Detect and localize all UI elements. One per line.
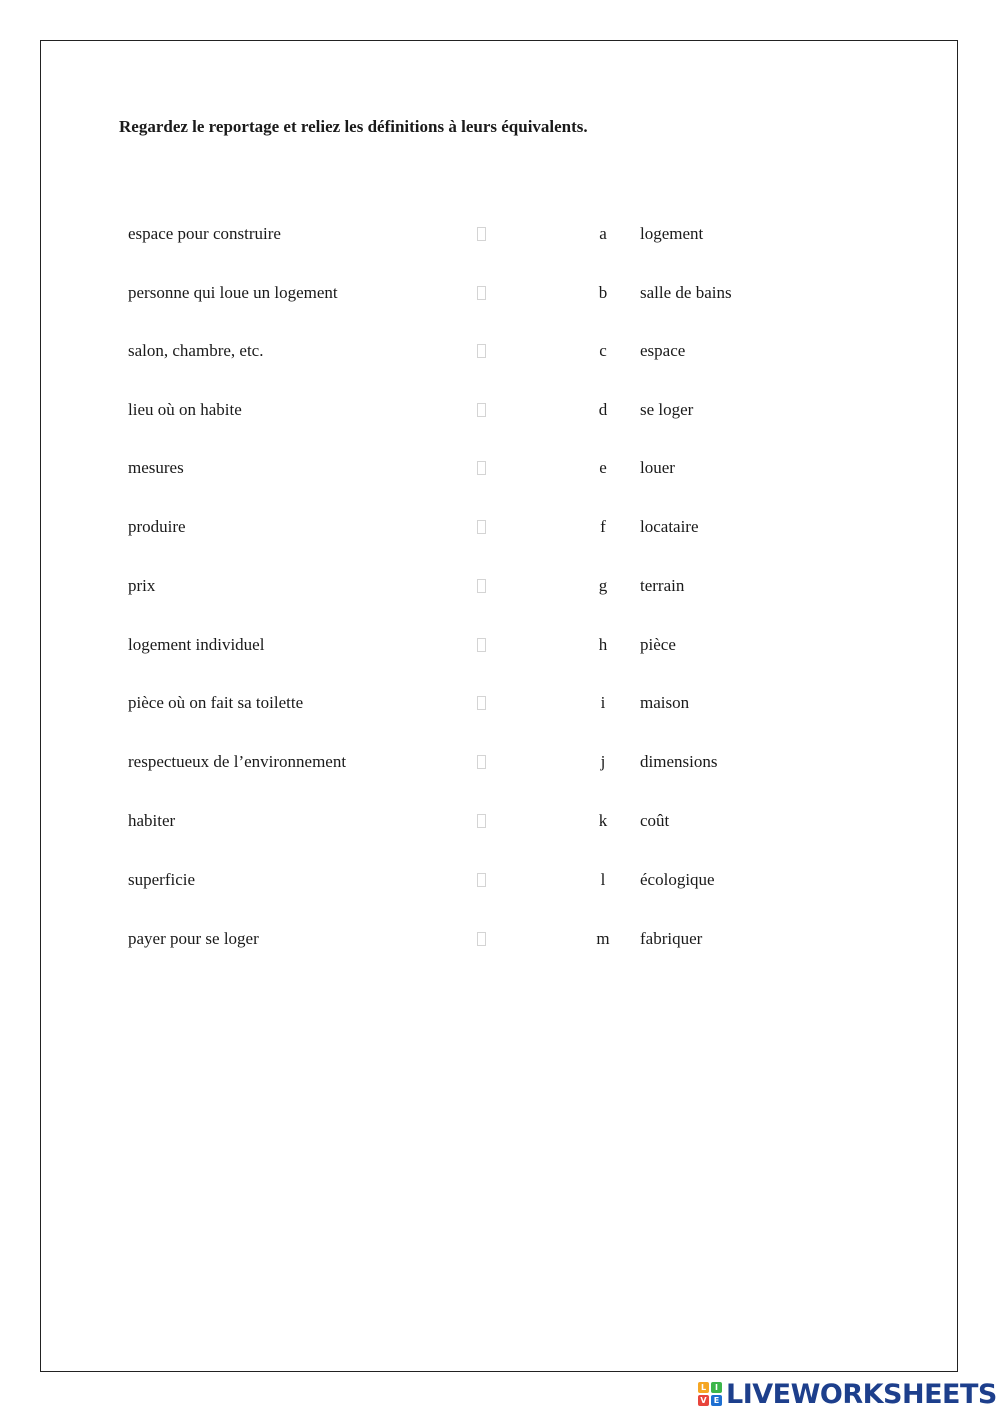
definition-text: prix [128, 576, 156, 595]
logo-letter: L [698, 1382, 709, 1393]
equivalent-text: louer [640, 458, 675, 477]
answer-box[interactable] [477, 227, 486, 241]
matching-row [0, 865, 1000, 895]
answer-box[interactable] [477, 403, 486, 417]
matching-row [0, 688, 1000, 718]
option-letter: m [596, 929, 610, 948]
option-letter: e [599, 458, 607, 477]
equivalent-text: coût [640, 811, 670, 830]
definition-text: pièce où on fait sa toilette [128, 693, 304, 712]
logo-letter: E [711, 1395, 722, 1406]
equivalent-text: pièce [640, 635, 676, 654]
logo-icon [698, 1382, 722, 1406]
matching-row [0, 278, 1000, 308]
definition-text: lieu où on habite [128, 400, 242, 419]
definition-text: superficie [128, 870, 196, 889]
option-letter: l [600, 870, 606, 889]
matching-row [0, 512, 1000, 542]
equivalent-text: fabriquer [640, 929, 703, 948]
matching-row [0, 571, 1000, 601]
definition-text: habiter [128, 811, 176, 830]
instruction-heading: Regardez le reportage et reliez les définitions à leurs équivalents. [119, 117, 588, 136]
answer-box[interactable] [477, 286, 486, 300]
definition-text: mesures [128, 458, 184, 477]
option-letter: a [599, 224, 607, 243]
option-letter: c [599, 341, 607, 360]
answer-box[interactable] [477, 461, 486, 475]
option-letter: i [600, 693, 606, 712]
definition-text: personne qui loue un logement [128, 283, 338, 302]
definition-text: logement individuel [128, 635, 265, 654]
logo-letter: V [698, 1395, 709, 1406]
answer-box[interactable] [477, 932, 486, 946]
equivalent-text: maison [640, 693, 690, 712]
definition-text: payer pour se loger [128, 929, 259, 948]
option-letter: d [598, 400, 608, 419]
matching-row [0, 336, 1000, 366]
answer-box[interactable] [477, 814, 486, 828]
answer-box[interactable] [477, 579, 486, 593]
option-letter: b [598, 283, 608, 302]
equivalent-text: se loger [640, 400, 694, 419]
definition-text: respectueux de l’environnement [128, 752, 347, 771]
logo-letter: I [711, 1382, 722, 1393]
definition-text: espace pour construire [128, 224, 281, 243]
equivalent-text: logement [640, 224, 704, 243]
definition-text: salon, chambre, etc. [128, 341, 264, 360]
logo-text: LIVEWORKSHEETS [726, 1378, 997, 1410]
equivalent-text: terrain [640, 576, 685, 595]
matching-row [0, 806, 1000, 836]
answer-box[interactable] [477, 344, 486, 358]
matching-row [0, 219, 1000, 249]
equivalent-text: écologique [640, 870, 715, 889]
option-letter: k [598, 811, 608, 830]
option-letter: j [600, 752, 606, 771]
definition-text: produire [128, 517, 186, 536]
equivalent-text: espace [640, 341, 686, 360]
matching-row [0, 747, 1000, 777]
answer-box[interactable] [477, 755, 486, 769]
matching-row [0, 453, 1000, 483]
answer-box[interactable] [477, 520, 486, 534]
answer-box[interactable] [477, 696, 486, 710]
equivalent-text: dimensions [640, 752, 718, 771]
equivalent-text: salle de bains [640, 283, 732, 302]
matching-row [0, 395, 1000, 425]
liveworksheets-logo[interactable] [698, 1378, 997, 1410]
option-letter: h [598, 635, 608, 654]
option-letter: g [598, 576, 608, 595]
answer-box[interactable] [477, 873, 486, 887]
matching-row [0, 924, 1000, 954]
option-letter: f [600, 517, 606, 536]
matching-row [0, 630, 1000, 660]
answer-box[interactable] [477, 638, 486, 652]
equivalent-text: locataire [640, 517, 699, 536]
